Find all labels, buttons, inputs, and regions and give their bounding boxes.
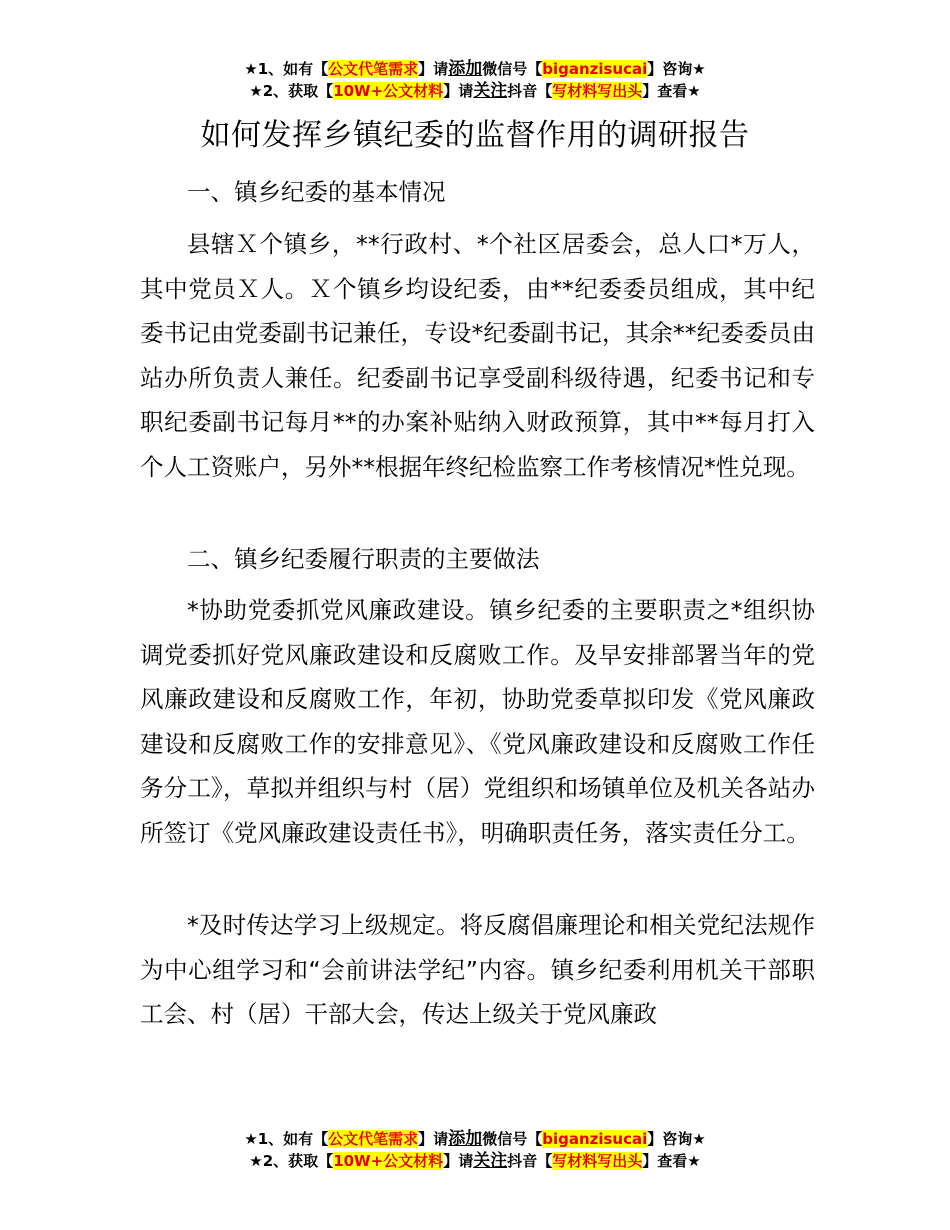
banner-text: 】咨询★ — [647, 60, 706, 78]
banner-highlight: 10W+公文材料 — [333, 82, 444, 100]
banner-text: ★2、获取【 — [249, 1152, 334, 1170]
banner-highlight: biganzisucai — [542, 60, 648, 78]
banner-text: ★1、如有【 — [244, 60, 329, 78]
banner-text: ★1、如有【 — [244, 1130, 329, 1148]
bottom-banner-line-1 — [0, 1128, 950, 1150]
banner-highlight: 写材料写出头 — [552, 82, 643, 100]
top-banner-line-2 — [0, 80, 950, 102]
banner-text: 】请 — [443, 1152, 474, 1170]
bottom-banner — [0, 1128, 950, 1172]
banner-highlight: 公文代笔需求 — [328, 60, 419, 78]
banner-highlight: 写材料写出头 — [552, 1152, 643, 1170]
section-heading-2: 二、镇乡纪委履行职责的主要做法 — [187, 545, 540, 573]
banner-text: 】请 — [418, 60, 449, 78]
paragraph: *及时传达学习上级规定。将反腐倡廉理论和相关党纪法规作为中心组学习和“会前讲法学纪”内容。镇乡纪委利用机关干部职工会、村（居）干部大会，传达上级关于党风廉政 — [140, 911, 815, 1028]
document-title: 如何发挥乡镇纪委的监督作用的调研报告 — [200, 118, 750, 153]
banner-highlight: 10W+公文材料 — [333, 1152, 444, 1170]
banner-underlined-text: 关注 — [473, 1151, 508, 1171]
bottom-banner-line-2 — [0, 1150, 950, 1172]
banner-underlined-text: 添加 — [448, 59, 483, 79]
banner-text: 】请 — [443, 82, 474, 100]
section-heading-1: 一、镇乡纪委的基本情况 — [187, 178, 446, 206]
banner-text: 】请 — [418, 1130, 449, 1148]
banner-text: 】咨询★ — [647, 1130, 706, 1148]
banner-text: 】查看★ — [642, 82, 701, 100]
banner-text: 抖音【 — [507, 1152, 553, 1170]
banner-underlined-text: 关注 — [473, 81, 508, 101]
banner-text: 抖音【 — [507, 82, 553, 100]
banner-highlight: biganzisucai — [542, 1130, 648, 1148]
banner-text: ★2、获取【 — [249, 82, 334, 100]
top-banner — [0, 58, 950, 102]
banner-text: 微信号【 — [482, 1130, 543, 1148]
paragraph: *协助党委抓党风廉政建设。镇乡纪委的主要职责之*组织协调党委抓好党风廉政建设和反腐败工作。及早安排部署当年的党风廉政建设和反腐败工作，年初，协助党委草拟印发《党风廉政建设和反腐败工作的安排意见》、《党风廉政建设和反腐败工作任务分工》，草拟并组织与村（居）党组织和场镇单位及机关各站办所签订《党风廉政建设责任书》，明确职责任务，落实责任分工。 — [140, 596, 815, 847]
banner-text: 】查看★ — [642, 1152, 701, 1170]
banner-underlined-text: 添加 — [448, 1129, 483, 1149]
banner-highlight: 公文代笔需求 — [328, 1130, 419, 1148]
top-banner-line-1 — [0, 58, 950, 80]
banner-text: 微信号【 — [482, 60, 543, 78]
paragraph: 县辖Ｘ个镇乡，**行政村、*个社区居委会，总人口*万人，其中党员Ｘ人。Ｘ个镇乡均设纪委，由**纪委委员组成，其中纪委书记由党委副书记兼任，专设*纪委副书记，其余**纪委委员由站办所负责人兼任。纪委副书记享受副科级待遇，纪委书记和专职纪委副书记每月**的办案补贴纳入财政预算，其中**每月打入个人工资账户，另外**根据年终纪检监察工作考核情况*性兑现。 — [140, 230, 815, 481]
paragraph-block-1 — [140, 222, 815, 489]
paragraph-block-3 — [140, 903, 815, 1037]
paragraph-block-2 — [140, 588, 815, 855]
